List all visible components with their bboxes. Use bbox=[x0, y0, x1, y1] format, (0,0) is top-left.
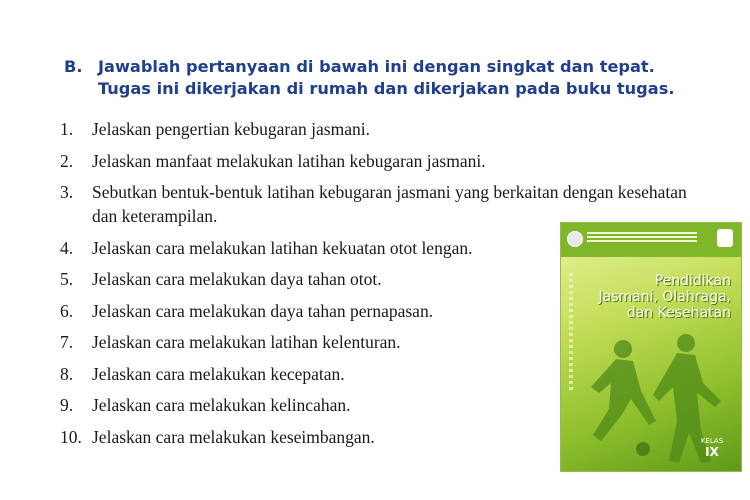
question-item bbox=[60, 267, 562, 291]
question-number: 4. bbox=[60, 237, 74, 258]
question-item bbox=[60, 180, 702, 228]
book-cover-image bbox=[560, 222, 742, 472]
question-item bbox=[60, 149, 702, 173]
question-text: Jelaskan cara melakukan daya tahan pernapasan. bbox=[92, 300, 434, 321]
curriculum-emblem-icon bbox=[717, 229, 733, 247]
question-text: Jelaskan cara melakukan kelincahan. bbox=[92, 395, 351, 415]
question-item bbox=[60, 425, 562, 449]
cover-title-line: dan Kesehatan bbox=[626, 305, 731, 321]
question-number: 7. bbox=[60, 332, 74, 352]
question-number: 9. bbox=[60, 395, 74, 415]
cover-title bbox=[571, 273, 731, 321]
question-number: 8. bbox=[60, 363, 74, 384]
question-item bbox=[60, 299, 562, 323]
ministry-logo-icon bbox=[567, 231, 583, 247]
cover-title-line: Pendidikan bbox=[654, 273, 731, 289]
class-number: IX bbox=[705, 445, 719, 459]
question-number: 1. bbox=[60, 119, 74, 139]
question-number: 10. bbox=[60, 426, 82, 447]
question-text: Jelaskan pengertian kebugaran jasmani. bbox=[92, 119, 370, 139]
question-item bbox=[60, 236, 562, 260]
question-text: Jelaskan manfaat melakukan latihan kebugaran jasmani. bbox=[92, 150, 486, 171]
question-text: Jelaskan cara melakukan keseimbangan. bbox=[92, 426, 375, 447]
section-letter: B. bbox=[64, 57, 83, 76]
question-item bbox=[60, 393, 562, 417]
question-text: Jelaskan cara melakukan latihan kekuatan otot lengan. bbox=[92, 237, 473, 258]
section-instruction: Jawablah pertanyaan di bawah ini dengan singkat dan tepat. Tugas ini dikerjakan di rumah dan dikerjakan pada buku tugas. bbox=[98, 57, 675, 98]
cover-title-line: Jasmani, Olahraga, bbox=[598, 289, 731, 305]
question-text: Jelaskan cara melakukan daya tahan otot. bbox=[92, 269, 382, 289]
question-number: 6. bbox=[60, 300, 74, 321]
question-item bbox=[60, 330, 562, 354]
question-text: Sebutkan bentuk-bentuk latihan kebugaran jasmani yang berkaitan dengan kesehatan dan keterampilan. bbox=[92, 182, 687, 226]
question-text: Jelaskan cara melakukan latihan kelenturan. bbox=[92, 332, 401, 352]
section-heading bbox=[64, 56, 704, 100]
question-number: 3. bbox=[60, 182, 74, 202]
question-item bbox=[60, 362, 562, 386]
class-label: KELAS bbox=[700, 437, 724, 445]
question-number: 2. bbox=[60, 150, 74, 171]
question-number: 5. bbox=[60, 269, 74, 289]
question-text: Jelaskan cara melakukan kecepatan. bbox=[92, 363, 345, 384]
question-item bbox=[60, 117, 702, 141]
cover-publisher-lines bbox=[587, 232, 697, 244]
